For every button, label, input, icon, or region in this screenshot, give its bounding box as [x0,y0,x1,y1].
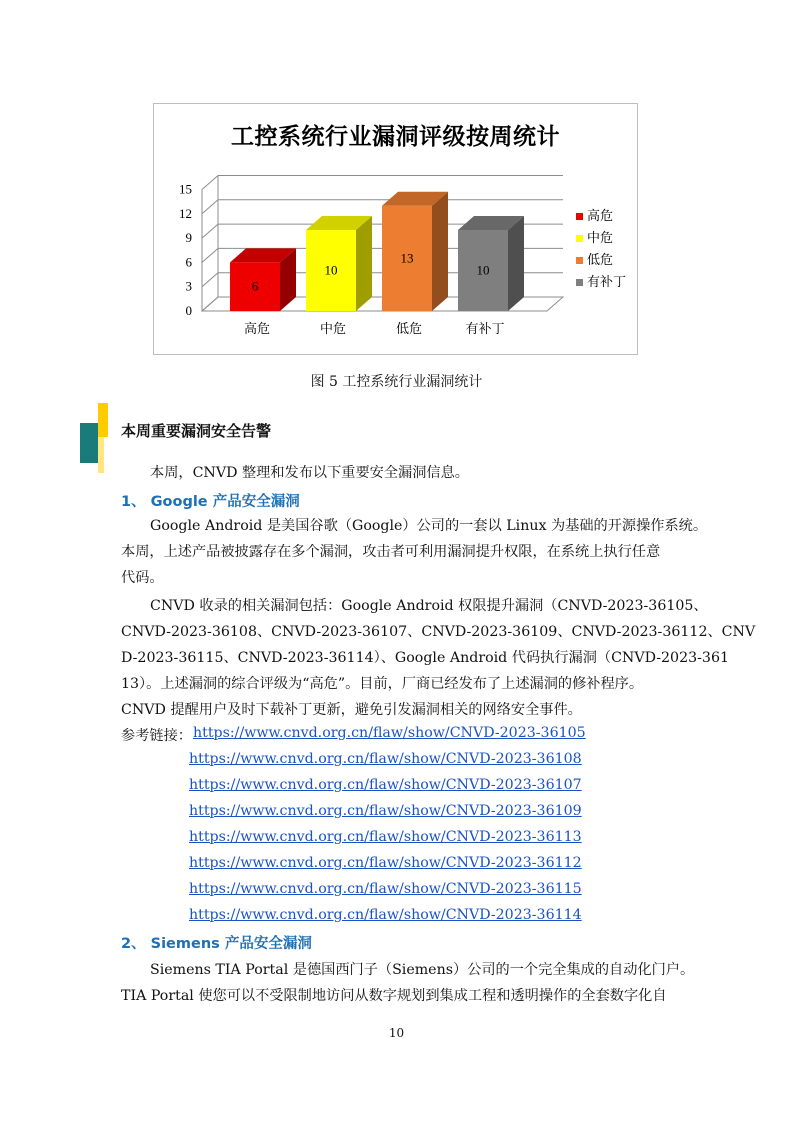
legend-swatch [576,235,583,242]
legend-label: 高危 [587,208,614,223]
reference-link[interactable]: https://www.cnvd.org.cn/flaw/show/CNVD-2023-36105 [193,725,586,741]
item1-line: 本周，上述产品被披露存在多个漏洞，攻击者可利用漏洞提升权限，在系统上执行任意 [121,544,661,560]
legend-label: 中危 [587,230,614,245]
item1-line: D-2023-36115、CNVD-2023-36114）、Google Android 代码执行漏洞（CNVD-2023-361 [121,650,730,666]
item2-line: Siemens TIA Portal 是德国西门子（Siemens）公司的一个完全集成的自动化门户。 [150,962,695,978]
item2-title: 2、 Siemens 产品安全漏洞 [121,936,312,952]
y-tick-label: 6 [185,254,192,270]
reference-link[interactable]: https://www.cnvd.org.cn/flaw/show/CNVD-2023-36113 [189,829,582,845]
reference-link[interactable]: https://www.cnvd.org.cn/flaw/show/CNVD-2023-36112 [189,855,582,871]
item1-line: 13）。上述漏洞的综合评级为“高危”。目前，厂商已经发布了上述漏洞的修补程序。 [121,676,644,692]
x-tick-label: 中危 [319,321,347,336]
data-label: 13 [400,250,414,266]
x-tick-label: 有补丁 [465,321,505,336]
reference-link[interactable]: https://www.cnvd.org.cn/flaw/show/CNVD-2023-36109 [189,803,582,819]
data-label: 10 [324,262,338,278]
intro-text: 本周，CNVD 整理和发布以下重要安全漏洞信息。 [150,465,469,481]
reference-label: 参考链接： [121,728,192,744]
legend-swatch [576,213,583,220]
legend-label: 有补丁 [587,274,627,289]
legend-swatch [576,257,583,264]
legend-swatch [576,279,583,286]
item1-line: CNVD-2023-36108、CNVD-2023-36107、CNVD-2023-36109、CNVD-2023-36112、CNV [121,624,756,640]
item1-line: 代码。 [121,570,164,586]
chart-frame [153,103,638,355]
item2-line: TIA Portal 使您可以不受限制地访问从数字规划到集成工程和透明操作的全套数字化自 [121,988,667,1004]
reference-link[interactable]: https://www.cnvd.org.cn/flaw/show/CNVD-2023-36115 [189,881,582,897]
x-tick-label: 高危 [243,321,271,336]
chart-title: 工控系统行业漏洞评级按周统计 [231,124,560,150]
y-tick-label: 0 [185,303,192,318]
item1-line: CNVD 提醒用户及时下载补丁更新，避免引发漏洞相关的网络安全事件。 [121,702,582,718]
bar-chart [154,104,639,356]
data-label: 6 [251,278,259,294]
bar-side [508,216,524,311]
bar-side [356,216,372,311]
figure-caption: 图 5 工控系统行业漏洞统计 [310,374,483,390]
page-number: 10 [388,1026,405,1040]
reference-link[interactable]: https://www.cnvd.org.cn/flaw/show/CNVD-2023-36114 [189,907,582,923]
y-tick-label: 15 [179,181,192,197]
section-heading: 本周重要漏洞安全告警 [121,422,272,440]
heading-decoration [80,403,114,473]
x-tick-label: 低危 [395,321,423,336]
y-tick-label: 9 [185,230,192,246]
y-tick-label: 12 [179,205,192,221]
bar-side [432,192,448,311]
data-label: 10 [476,262,490,278]
y-tick-label: 3 [185,278,192,294]
gridline [202,248,218,262]
gridline [202,176,218,190]
gridline [202,224,218,238]
reference-link[interactable]: https://www.cnvd.org.cn/flaw/show/CNVD-2023-36108 [189,751,582,767]
item1-line: Google Android 是美国谷歌（Google）公司的一套以 Linux 为基础的开源操作系统。 [150,518,708,534]
gridline [202,200,218,214]
item1-line: CNVD 收录的相关漏洞包括：Google Android 权限提升漏洞（CNVD-2023-36105、 [150,598,708,614]
reference-link[interactable]: https://www.cnvd.org.cn/flaw/show/CNVD-2023-36107 [189,777,582,793]
gridline [202,273,218,287]
legend-label: 低危 [587,252,614,267]
item1-title: 1、 Google 产品安全漏洞 [121,494,300,510]
